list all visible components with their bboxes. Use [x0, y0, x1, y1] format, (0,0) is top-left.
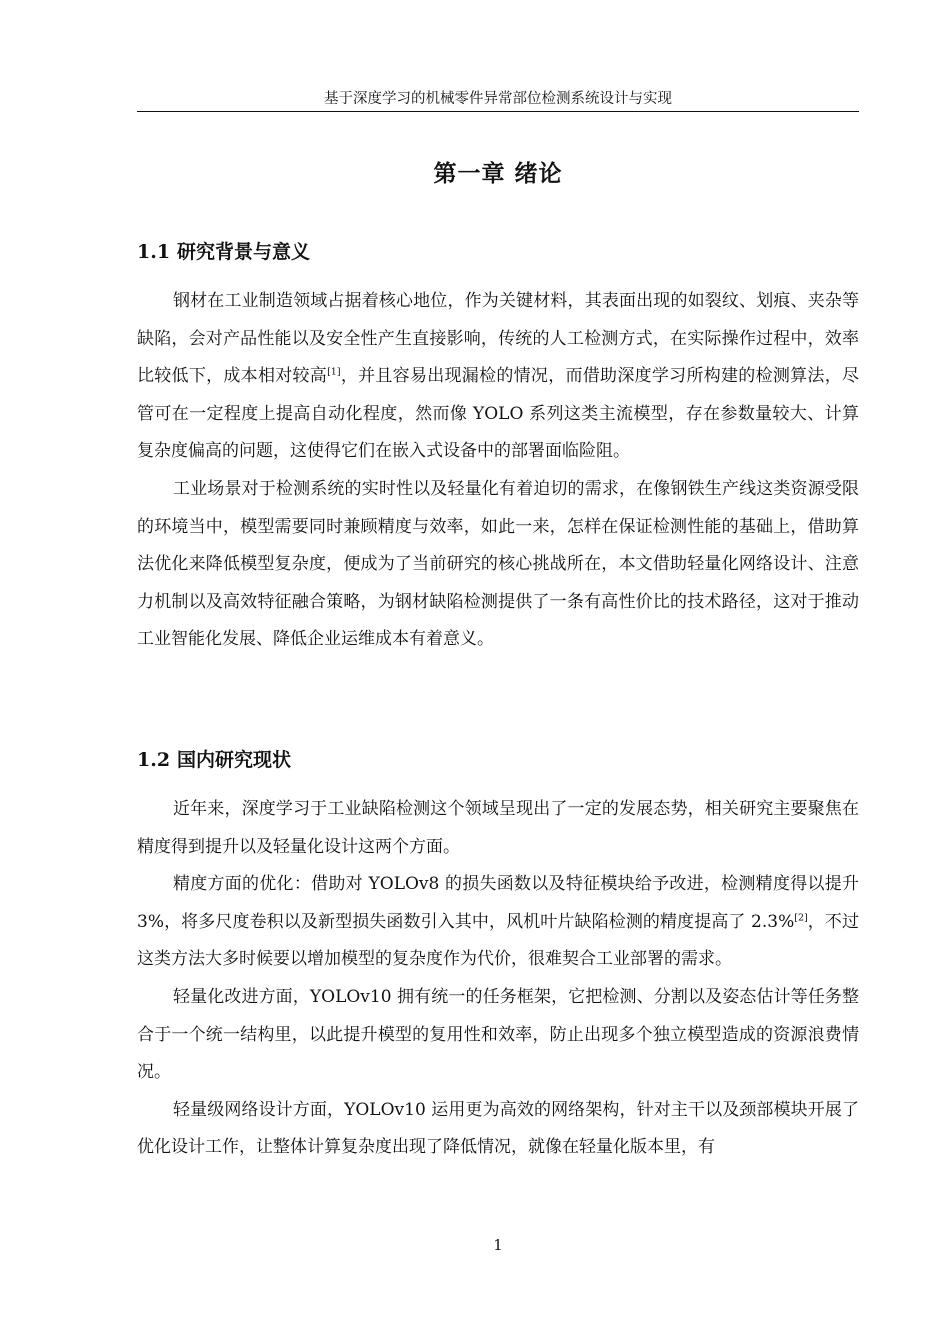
chapter-title: 第一章 绪论 — [433, 161, 563, 187]
citation-1: [1] — [327, 366, 341, 378]
section-body-1-1 — [137, 283, 859, 659]
paragraph — [137, 866, 859, 979]
section-heading-1-2 — [137, 745, 859, 775]
paragraph-text: 轻量化改进方面，YOLOv10 拥有统一的任务框架，它把检测、分割以及姿态估计等任务整合于一个统一结构里，以此提升模型的复用性和效率，防止出现多个独立模型造成的资源浪费情况。 — [137, 986, 859, 1083]
page-number: 1 — [493, 1236, 503, 1254]
paragraph — [137, 791, 859, 866]
section-number: 1.2 — [137, 749, 171, 771]
paragraph — [137, 283, 859, 471]
section-title: 国内研究现状 — [177, 749, 292, 771]
paragraph-text: 钢材在工业制造领域占据着核心地位，作为关键材料，其表面出现的如裂纹、划痕、夹杂等缺陷，会对产品性能以及安全性产生直接影响，传统的人工检测方式，在实际操作过程中，效率比较低下，成本相对较高 — [137, 291, 859, 387]
paragraph — [137, 979, 859, 1092]
paragraph-text: 近年来，深度学习于工业缺陷检测这个领域呈现出了一定的发展态势，相关研究主要聚焦在精度得到提升以及轻量化设计这两个方面。 — [137, 799, 859, 857]
paragraph — [137, 1092, 859, 1167]
section-body-1-2 — [137, 791, 859, 1167]
citation-2: [2] — [794, 912, 808, 924]
paragraph — [137, 471, 859, 659]
header-rule — [137, 111, 859, 112]
paragraph-text: ，并且容易出现漏检的情况，而借助深度学习所构建的检测算法，尽管可在一定程度上提高自动化程度，然而像 YOLO 系列这类主流模型，存在参数量较大、计算复杂度偏高的问题，这使得它们在嵌入式设备中的部署面临险阻。 — [137, 366, 859, 462]
running-header: 基于深度学习的机械零件异常部位检测系统设计与实现 — [324, 91, 672, 107]
section-number: 1.1 — [137, 241, 171, 263]
section-title: 研究背景与意义 — [177, 241, 311, 263]
section-heading-1-1 — [137, 237, 859, 267]
paragraph-text: 轻量级网络设计方面，YOLOv10 运用更为高效的网络架构，针对主干以及颈部模块开展了优化设计工作，让整体计算复杂度出现了降低情况，就像在轻量化版本里，有 — [137, 1099, 859, 1158]
paragraph-text: 精度方面的优化：借助对 YOLOv8 的损失函数以及特征模块给予改进，检测精度得以提升 3%，将多尺度卷积以及新型损失函数引入其中，风机叶片缺陷检测的精度提高了 2.3% — [137, 874, 859, 932]
paragraph-text: ，不过这类方法大多时候要以增加模型的复杂度作为代价，很难契合工业部署的需求。 — [137, 911, 860, 970]
paragraph-text: 工业场景对于检测系统的实时性以及轻量化有着迫切的需求，在像钢铁生产线这类资源受限的环境当中，模型需要同时兼顾精度与效率，如此一来，怎样在保证检测性能的基础上，借助算法优化来降低模型复杂度，便成为了当前研究的核心挑战所在，本文借助轻量化网络设计、注意力机制以及高效特征融合策略，为钢材缺陷检测提供了一条有高性价比的技术路径，这对于推动工业智能化发展、降低企业运维成本有着意义。 — [137, 478, 859, 650]
